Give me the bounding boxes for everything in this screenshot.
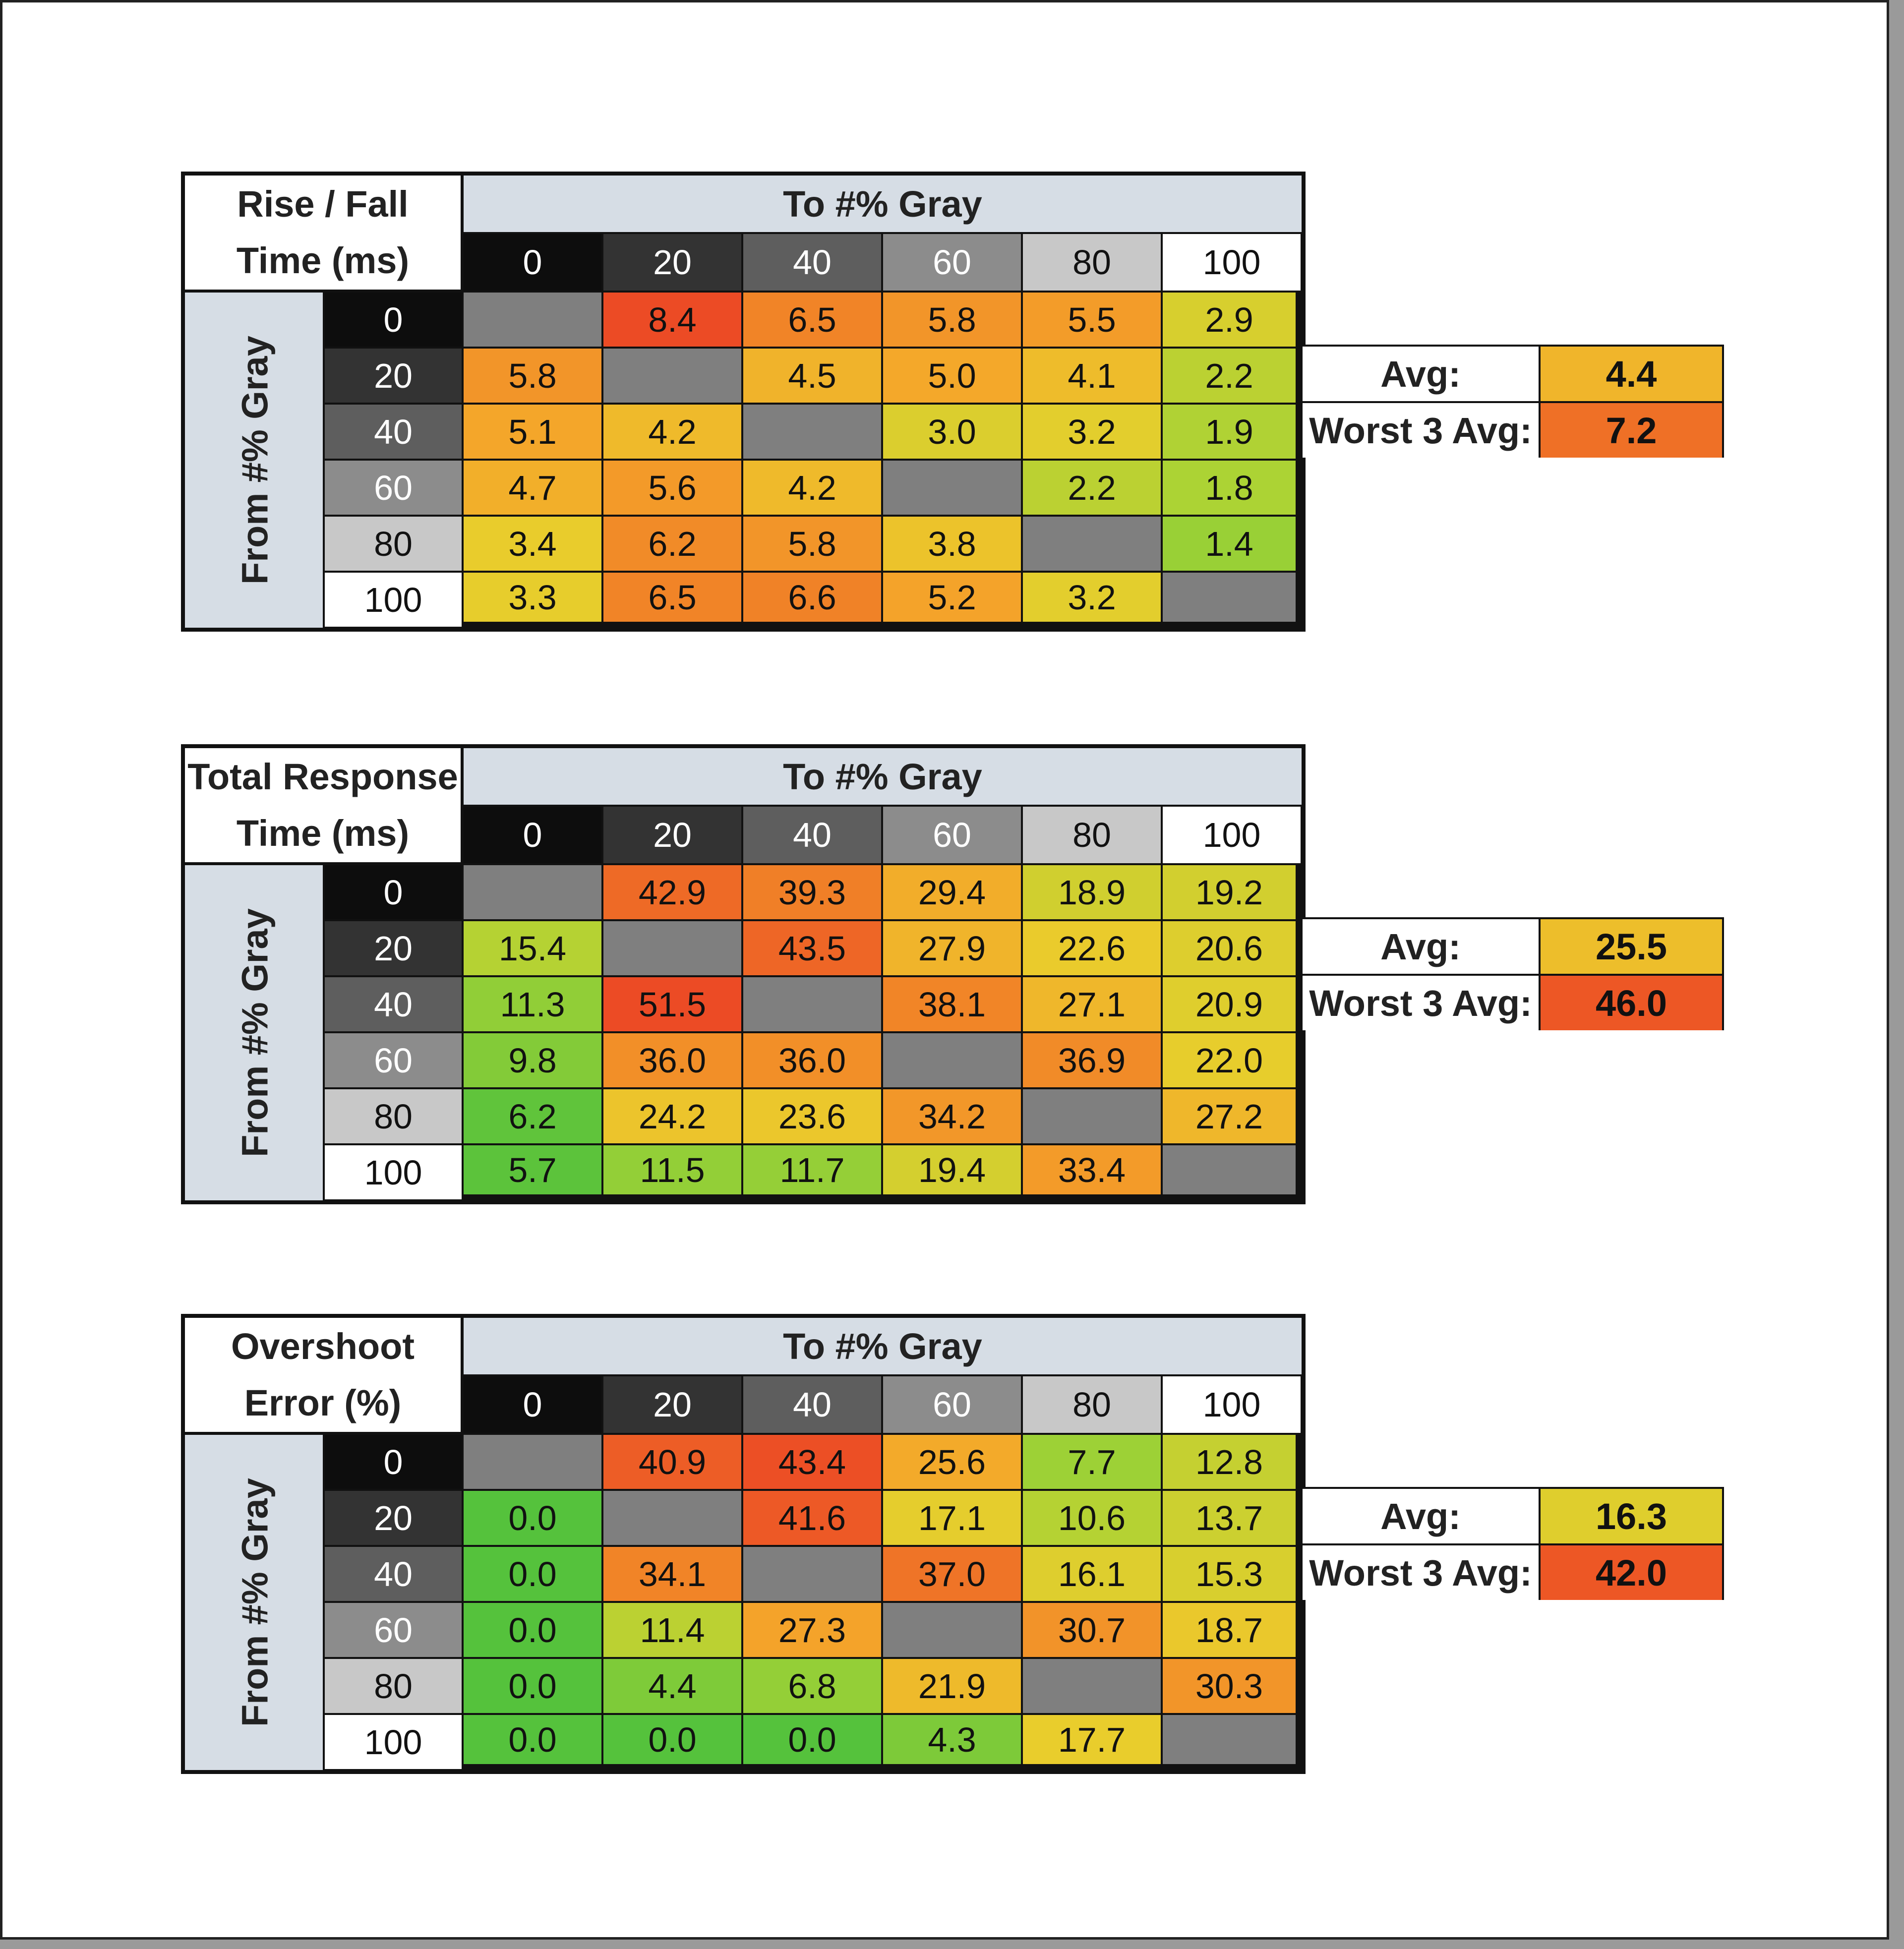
heatmap-cell: 27.1	[1023, 977, 1163, 1033]
heatmap-cell: 41.6	[743, 1491, 883, 1547]
summary-value: 42.0	[1541, 1545, 1722, 1600]
heatmap-cell: 3.8	[883, 517, 1023, 573]
heatmap-cell: 5.1	[464, 405, 603, 461]
y-tick-label: 0	[325, 1435, 464, 1491]
x-tick-label: 80	[1023, 234, 1163, 293]
heatmap-cell: 17.1	[883, 1491, 1023, 1547]
x-tick-label: 0	[464, 807, 603, 865]
heatmap-cell	[743, 977, 883, 1033]
heatmap-cell: 4.4	[603, 1659, 743, 1715]
heatmap-cell: 6.8	[743, 1659, 883, 1715]
heatmap-cell: 4.1	[1023, 349, 1163, 405]
heatmap-cell: 51.5	[603, 977, 743, 1033]
heatmap-cell: 33.4	[1023, 1145, 1163, 1196]
heatmap-cell: 4.2	[603, 405, 743, 461]
heatmap-cell: 5.0	[883, 349, 1023, 405]
heatmap-cell: 36.0	[603, 1033, 743, 1089]
heatmap-cell: 11.3	[464, 977, 603, 1033]
heatmap-cell: 1.9	[1163, 405, 1298, 461]
heatmap-cell: 29.4	[883, 865, 1023, 921]
x-tick-label: 60	[883, 234, 1023, 293]
x-tick-label: 60	[883, 807, 1023, 865]
heatmap-cell: 1.4	[1163, 517, 1298, 573]
heatmap-cell	[883, 1033, 1023, 1089]
table-title	[185, 1318, 464, 1435]
heatmap-cell	[743, 1547, 883, 1603]
heatmap-cell: 0.0	[464, 1603, 603, 1659]
y-tick-label: 100	[325, 1145, 464, 1201]
table-title	[185, 176, 464, 293]
heatmap-cell: 39.3	[743, 865, 883, 921]
y-tick-label: 80	[325, 1089, 464, 1145]
summary-row	[1303, 919, 1724, 974]
y-tick-label: 80	[325, 517, 464, 573]
x-tick-label: 20	[603, 807, 743, 865]
summary-row	[1303, 1489, 1724, 1543]
y-axis-label: From #% Gray	[234, 1478, 276, 1727]
heatmap-cell: 36.9	[1023, 1033, 1163, 1089]
heatmap-cell: 17.7	[1023, 1715, 1163, 1766]
x-tick-label: 0	[464, 234, 603, 293]
heatmap-cell: 20.9	[1163, 977, 1298, 1033]
heatmap-cell	[1163, 1715, 1298, 1766]
heatmap-cell: 5.8	[464, 349, 603, 405]
heatmap-cell	[1163, 1145, 1298, 1196]
heatmap-cell: 6.2	[603, 517, 743, 573]
heatmap-cell: 9.8	[464, 1033, 603, 1089]
y-tick-label: 100	[325, 573, 464, 629]
heatmap-cell: 23.6	[743, 1089, 883, 1145]
heatmap-cell: 5.5	[1023, 293, 1163, 349]
summary-value: 4.4	[1541, 347, 1722, 401]
heatmap-cell: 30.3	[1163, 1659, 1298, 1715]
y-tick-label: 20	[325, 349, 464, 405]
heatmap-cell: 4.5	[743, 349, 883, 405]
title-line: Overshoot	[231, 1326, 415, 1367]
heatmap-cell: 11.7	[743, 1145, 883, 1196]
y-tick-label: 0	[325, 293, 464, 349]
heatmap-cell: 34.1	[603, 1547, 743, 1603]
x-tick-label: 40	[743, 234, 883, 293]
heatmap-cell: 27.3	[743, 1603, 883, 1659]
heatmap-cell	[464, 865, 603, 921]
title-line: Rise / Fall	[237, 183, 409, 225]
heatmap-cell: 24.2	[603, 1089, 743, 1145]
heatmap-table	[181, 744, 1306, 1204]
heatmap-cell: 0.0	[743, 1715, 883, 1766]
summary-label: Worst 3 Avg:	[1303, 1545, 1541, 1600]
x-axis-label: To #% Gray	[464, 176, 1302, 234]
heatmap-cell: 11.4	[603, 1603, 743, 1659]
heatmap-cell: 3.2	[1023, 573, 1163, 624]
heatmap-cell: 12.8	[1163, 1435, 1298, 1491]
summary-label: Avg:	[1303, 919, 1541, 974]
heatmap-cell: 3.2	[1023, 405, 1163, 461]
heatmap-cell: 5.2	[883, 573, 1023, 624]
heatmap-cell	[883, 1603, 1023, 1659]
heatmap-cell: 21.9	[883, 1659, 1023, 1715]
summary-box	[1303, 917, 1724, 1030]
summary-box	[1303, 345, 1724, 458]
heatmap-cell: 2.2	[1023, 461, 1163, 517]
x-tick-label: 100	[1163, 234, 1303, 293]
heatmap-cell: 2.2	[1163, 349, 1298, 405]
heatmap-cell: 8.4	[603, 293, 743, 349]
x-tick-label: 40	[743, 1376, 883, 1435]
heatmap-cell: 5.6	[603, 461, 743, 517]
heatmap-cell	[464, 1435, 603, 1491]
y-tick-label: 20	[325, 921, 464, 977]
heatmap-cell	[743, 405, 883, 461]
summary-value: 7.2	[1541, 403, 1722, 458]
heatmap-cell	[603, 921, 743, 977]
heatmap-cell: 0.0	[464, 1547, 603, 1603]
title-line: Total Response	[187, 756, 458, 797]
title-line: Time (ms)	[236, 240, 410, 281]
heatmap-cell: 43.4	[743, 1435, 883, 1491]
heatmap-cell	[1023, 1089, 1163, 1145]
heatmap-cell	[603, 1491, 743, 1547]
x-tick-label: 80	[1023, 807, 1163, 865]
heatmap-cell: 11.5	[603, 1145, 743, 1196]
heatmap-cell	[464, 293, 603, 349]
y-tick-label: 100	[325, 1715, 464, 1771]
summary-row	[1303, 403, 1724, 458]
heatmap-cell: 22.0	[1163, 1033, 1298, 1089]
heatmap-cell: 40.9	[603, 1435, 743, 1491]
summary-value: 25.5	[1541, 919, 1722, 974]
y-axis-label: From #% Gray	[234, 908, 276, 1157]
y-tick-label: 60	[325, 1033, 464, 1089]
x-tick-label: 100	[1163, 807, 1303, 865]
heatmap-cell	[1023, 517, 1163, 573]
y-tick-label: 60	[325, 461, 464, 517]
table-title	[185, 748, 464, 865]
heatmap-cell: 0.0	[464, 1659, 603, 1715]
heatmap-cell: 27.2	[1163, 1089, 1298, 1145]
summary-row	[1303, 1545, 1724, 1600]
summary-label: Worst 3 Avg:	[1303, 976, 1541, 1030]
heatmap-cell: 0.0	[464, 1715, 603, 1766]
heatmap-cell	[1163, 573, 1298, 624]
heatmap-cell: 20.6	[1163, 921, 1298, 977]
summary-box	[1303, 1487, 1724, 1600]
heatmap-cell: 5.8	[743, 517, 883, 573]
heatmap-cell: 7.7	[1023, 1435, 1163, 1491]
y-tick-label: 60	[325, 1603, 464, 1659]
x-tick-label: 40	[743, 807, 883, 865]
heatmap-cell: 1.8	[1163, 461, 1298, 517]
heatmap-cell: 15.3	[1163, 1547, 1298, 1603]
heatmap-cell: 0.0	[464, 1491, 603, 1547]
heatmap-cell: 4.7	[464, 461, 603, 517]
y-axis-label: From #% Gray	[234, 336, 276, 585]
x-tick-label: 20	[603, 234, 743, 293]
heatmap-cell: 16.1	[1023, 1547, 1163, 1603]
heatmap-cell	[603, 349, 743, 405]
summary-label: Avg:	[1303, 1489, 1541, 1543]
heatmap-cell: 0.0	[603, 1715, 743, 1766]
heatmap-cell: 34.2	[883, 1089, 1023, 1145]
heatmap-cell: 3.3	[464, 573, 603, 624]
heatmap-cell: 15.4	[464, 921, 603, 977]
y-axis-label-box	[185, 293, 325, 628]
title-line: Error (%)	[244, 1382, 402, 1423]
y-tick-label: 80	[325, 1659, 464, 1715]
heatmap-cell: 10.6	[1023, 1491, 1163, 1547]
x-tick-label: 20	[603, 1376, 743, 1435]
summary-value: 16.3	[1541, 1489, 1722, 1543]
y-axis-label-box	[185, 865, 325, 1200]
y-tick-label: 40	[325, 405, 464, 461]
heatmap-cell: 19.2	[1163, 865, 1298, 921]
x-tick-label: 0	[464, 1376, 603, 1435]
heatmap-cell: 6.6	[743, 573, 883, 624]
heatmap-cell: 4.2	[743, 461, 883, 517]
y-tick-label: 20	[325, 1491, 464, 1547]
heatmap-cell: 18.7	[1163, 1603, 1298, 1659]
heatmap-cell: 6.2	[464, 1089, 603, 1145]
summary-row	[1303, 347, 1724, 401]
summary-label: Avg:	[1303, 347, 1541, 401]
heatmap-cell: 5.7	[464, 1145, 603, 1196]
heatmap-cell: 6.5	[603, 573, 743, 624]
x-tick-label: 100	[1163, 1376, 1303, 1435]
heatmap-cell: 3.0	[883, 405, 1023, 461]
heatmap-cell: 30.7	[1023, 1603, 1163, 1659]
heatmap-cell: 18.9	[1023, 865, 1163, 921]
heatmap-table	[181, 1314, 1306, 1774]
heatmap-cell: 37.0	[883, 1547, 1023, 1603]
x-tick-label: 80	[1023, 1376, 1163, 1435]
heatmap-cell: 42.9	[603, 865, 743, 921]
heatmap-cell: 13.7	[1163, 1491, 1298, 1547]
heatmap-cell	[1023, 1659, 1163, 1715]
heatmap-cell: 38.1	[883, 977, 1023, 1033]
y-axis-label-box	[185, 1435, 325, 1770]
x-tick-label: 60	[883, 1376, 1023, 1435]
heatmap-cell: 6.5	[743, 293, 883, 349]
heatmap-cell: 3.4	[464, 517, 603, 573]
heatmap-cell: 2.9	[1163, 293, 1298, 349]
summary-row	[1303, 976, 1724, 1030]
heatmap-cell: 43.5	[743, 921, 883, 977]
heatmap-cell: 27.9	[883, 921, 1023, 977]
summary-label: Worst 3 Avg:	[1303, 403, 1541, 458]
x-axis-label: To #% Gray	[464, 748, 1302, 807]
heatmap-cell	[883, 461, 1023, 517]
heatmap-cell: 5.8	[883, 293, 1023, 349]
heatmap-cell: 4.3	[883, 1715, 1023, 1766]
heatmap-cell: 36.0	[743, 1033, 883, 1089]
heatmap-cell: 19.4	[883, 1145, 1023, 1196]
heatmap-cell: 25.6	[883, 1435, 1023, 1491]
title-line: Time (ms)	[236, 813, 410, 854]
y-tick-label: 40	[325, 1547, 464, 1603]
y-tick-label: 0	[325, 865, 464, 921]
summary-value: 46.0	[1541, 976, 1722, 1030]
heatmap-table	[181, 172, 1306, 632]
x-axis-label: To #% Gray	[464, 1318, 1302, 1376]
y-tick-label: 40	[325, 977, 464, 1033]
heatmap-cell: 22.6	[1023, 921, 1163, 977]
